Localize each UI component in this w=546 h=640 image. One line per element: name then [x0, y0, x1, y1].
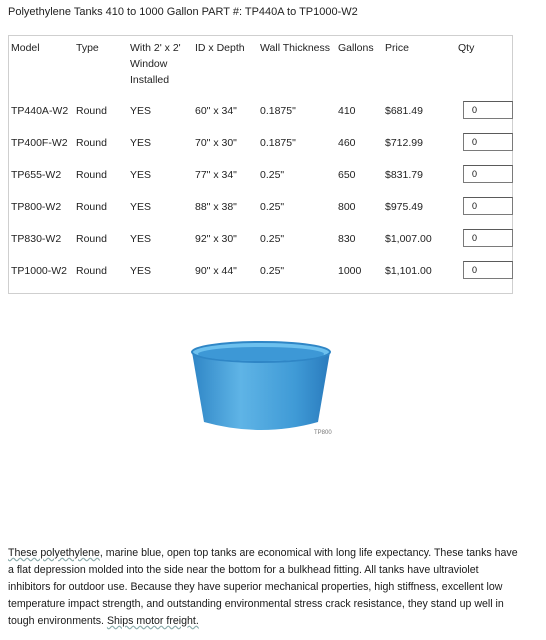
- tank-model-label: TP800: [314, 430, 332, 436]
- cell-id-depth: 88" x 38": [195, 201, 237, 213]
- cell-gallons: 410: [338, 105, 356, 117]
- header-price: Price: [385, 42, 409, 54]
- cell-price: $975.49: [385, 201, 423, 213]
- cell-model: TP1000-W2: [11, 265, 68, 277]
- qty-input[interactable]: [463, 229, 513, 247]
- header-model: Model: [11, 42, 40, 54]
- qty-input[interactable]: [463, 197, 513, 215]
- cell-gallons: 1000: [338, 265, 362, 277]
- cell-wall-thickness: 0.25": [260, 265, 285, 277]
- product-table: [8, 35, 513, 294]
- cell-window: YES: [130, 233, 152, 245]
- qty-input[interactable]: [463, 101, 513, 119]
- qty-input[interactable]: [463, 165, 513, 183]
- qty-input[interactable]: [463, 133, 513, 151]
- tank-image: [186, 336, 336, 446]
- header-type: Type: [76, 42, 99, 54]
- cell-id-depth: 60" x 34": [195, 105, 237, 117]
- cell-window: YES: [130, 169, 152, 181]
- cell-wall-thickness: 0.1875": [260, 137, 296, 149]
- cell-gallons: 650: [338, 169, 356, 181]
- cell-gallons: 460: [338, 137, 356, 149]
- cell-model: TP440A-W2: [11, 105, 69, 117]
- qty-input[interactable]: [463, 261, 513, 279]
- header-id-depth: ID x Depth: [195, 42, 245, 54]
- cell-id-depth: 70" x 30": [195, 137, 237, 149]
- header-window: With 2' x 2' Window Installed: [130, 42, 181, 86]
- cell-price: $1,007.00: [385, 233, 432, 245]
- cell-model: TP400F-W2: [11, 137, 68, 149]
- cell-wall-thickness: 0.25": [260, 201, 285, 213]
- cell-wall-thickness: 0.1875": [260, 105, 296, 117]
- cell-model: TP655-W2: [11, 169, 62, 181]
- cell-wall-thickness: 0.25": [260, 233, 285, 245]
- cell-price: $831.79: [385, 169, 423, 181]
- cell-window: YES: [130, 201, 152, 213]
- cell-price: $681.49: [385, 105, 423, 117]
- page-title: Polyethylene Tanks 410 to 1000 Gallon PART #: TP440A to TP1000-W2: [8, 6, 358, 18]
- header-qty: Qty: [458, 42, 475, 54]
- cell-wall-thickness: 0.25": [260, 169, 285, 181]
- cell-price: $1,101.00: [385, 265, 432, 277]
- cell-model: TP800-W2: [11, 201, 62, 213]
- cell-price: $712.99: [385, 137, 423, 149]
- cell-id-depth: 92" x 30": [195, 233, 237, 245]
- cell-window: YES: [130, 137, 152, 149]
- cell-type: Round: [76, 137, 107, 149]
- cell-type: Round: [76, 265, 107, 277]
- cell-id-depth: 77" x 34": [195, 169, 237, 181]
- header-wall-thickness: Wall Thickness: [260, 42, 331, 54]
- cell-id-depth: 90" x 44": [195, 265, 237, 277]
- cell-gallons: 830: [338, 233, 356, 245]
- cell-window: YES: [130, 105, 152, 117]
- cell-gallons: 800: [338, 201, 356, 213]
- cell-type: Round: [76, 105, 107, 117]
- cell-window: YES: [130, 265, 152, 277]
- cell-type: Round: [76, 233, 107, 245]
- cell-model: TP830-W2: [11, 233, 62, 245]
- cell-type: Round: [76, 201, 107, 213]
- cell-type: Round: [76, 169, 107, 181]
- header-gallons: Gallons: [338, 42, 374, 54]
- product-description: These polyethylene, marine blue, open top tanks are economical with long life expectancy. These tanks have a flat depression molded into the side near the bottom for a bulkhead fitting. All tanks have ultraviolet inhibitors for outdoor use. Because they have superior mechanical properties, high stiffness, excellent low temperature impact strength, and outstanding environmental stress crack resistance, they stand up well in tough environments. Ships motor freight.: [8, 547, 518, 627]
